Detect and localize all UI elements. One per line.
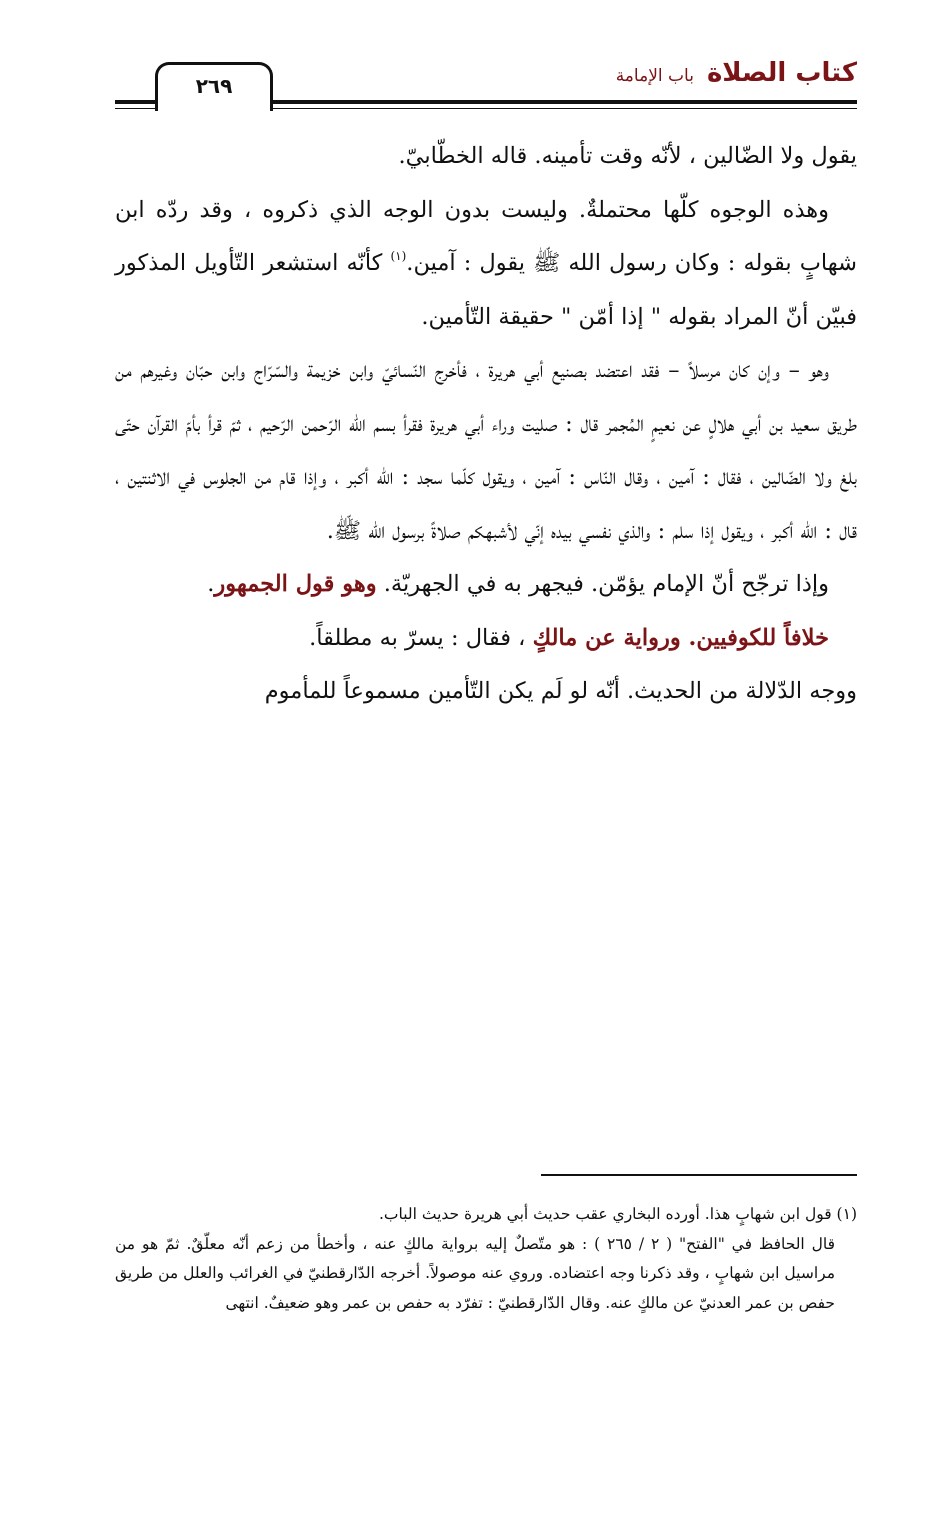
paragraph-5-text: ، فقال : يسرّ به مطلقاً. — [309, 624, 526, 651]
running-title — [616, 58, 857, 88]
page-header — [115, 52, 857, 112]
page-number: ٢٦٩ — [155, 62, 273, 111]
paragraph-2-text-b: كأنّه استشعر التّأويل المذكور فبيّن أنّ المراد بقوله " إذا أمّن " حقيقة التّأمين. — [115, 250, 857, 330]
footnote-separator — [541, 1174, 857, 1176]
paragraph-6-text: ووجه الدّلالة من الحديث. أنّه لو لَم يكن التّأمين مسموعاً للمأموم — [264, 678, 857, 704]
paragraph-4 — [115, 558, 857, 612]
book-title: كتاب الصلاة — [706, 58, 857, 88]
highlighted-phrase: وهو قول الجمهور — [214, 571, 377, 597]
footnote-marker: (١) — [390, 249, 407, 263]
paragraph-1 — [115, 130, 857, 184]
paragraph-5 — [115, 612, 857, 666]
highlighted-phrase: خلافاً للكوفيين. ورواية عن مالكٍ — [532, 624, 829, 651]
paragraph-2 — [115, 184, 857, 345]
paragraph-1-text: يقول ولا الضّالين ، لأنّه وقت تأمينه. قاله الخطّابيّ. — [398, 143, 857, 169]
footnotes — [115, 1200, 857, 1318]
paragraph-3-text: وهو – وإن كان مرسلاً – فقد اعتضد بصنيع أبي هريرة ، فأخرج النّسائيّ وابن خزيمة والسّرّاج وابن حبّان وغيرهم من طريق سعيد بن أبي هلالٍ عن نعيمٍ المُجمر قال : صليت وراء أبي هريرة فقرأ بسم الله الرّحمن الرّحيم ، ثمّ قرأ بأمّ القرآن حتّى بلغ ولا الضّالين ، فقال : آمين ، وقال النّاس : آمين ، ويقول كلّما سجد : الله أكبر ، وإذا قام من الجلوس في الاثنتين ، قال : الله أكبر ، ويقول إذا سلم : والذي نفسي بيده إنّي لأشبهكم صلاةً برسول الله ﷺ. — [115, 357, 857, 544]
paragraph-6 — [115, 665, 857, 719]
footnote-1-body: قال الحافظ في "الفتح" ( ٢ / ٢٦٥ ) : هو متّصلٌ إليه برواية مالكٍ عنه ، وأخطأ من زعم أنّه معلّقٌ. ثمّ هو من مراسيل ابن شهابٍ ، وقد ذكرنا وجه اعتضاده. وروي عنه موصولاً. أخرجه الدّارقطنيّ في الغرائب والعلل من طريق حفص بن عمر العدنيّ عن مالكٍ عنه. وقال الدّارقطنيّ : تفرّد به حفص بن عمر وهو ضعيفٌ. انتهى — [115, 1234, 835, 1312]
paragraph-2-text-a: وهذه الوجوه كلّها محتملةٌ. وليست بدون الوجه الذي ذكروه ، وقد ردّه ابن شهابٍ بقوله : وكان رسول الله ﷺ يقول : آمين. — [115, 196, 857, 276]
paragraph-3 — [115, 344, 857, 558]
footnote-1-line: (١) قول ابن شهابٍ هذا. أورده البخاري عقب حديث أبي هريرة حديث الباب. — [378, 1205, 857, 1223]
paragraph-4-end: . — [207, 571, 215, 597]
main-text — [115, 130, 857, 719]
chapter-title: باب الإمامة — [615, 66, 694, 86]
paragraph-4-text: وإذا ترجّح أنّ الإمام يؤمّن. فيجهر به في الجهريّة. — [383, 571, 829, 597]
